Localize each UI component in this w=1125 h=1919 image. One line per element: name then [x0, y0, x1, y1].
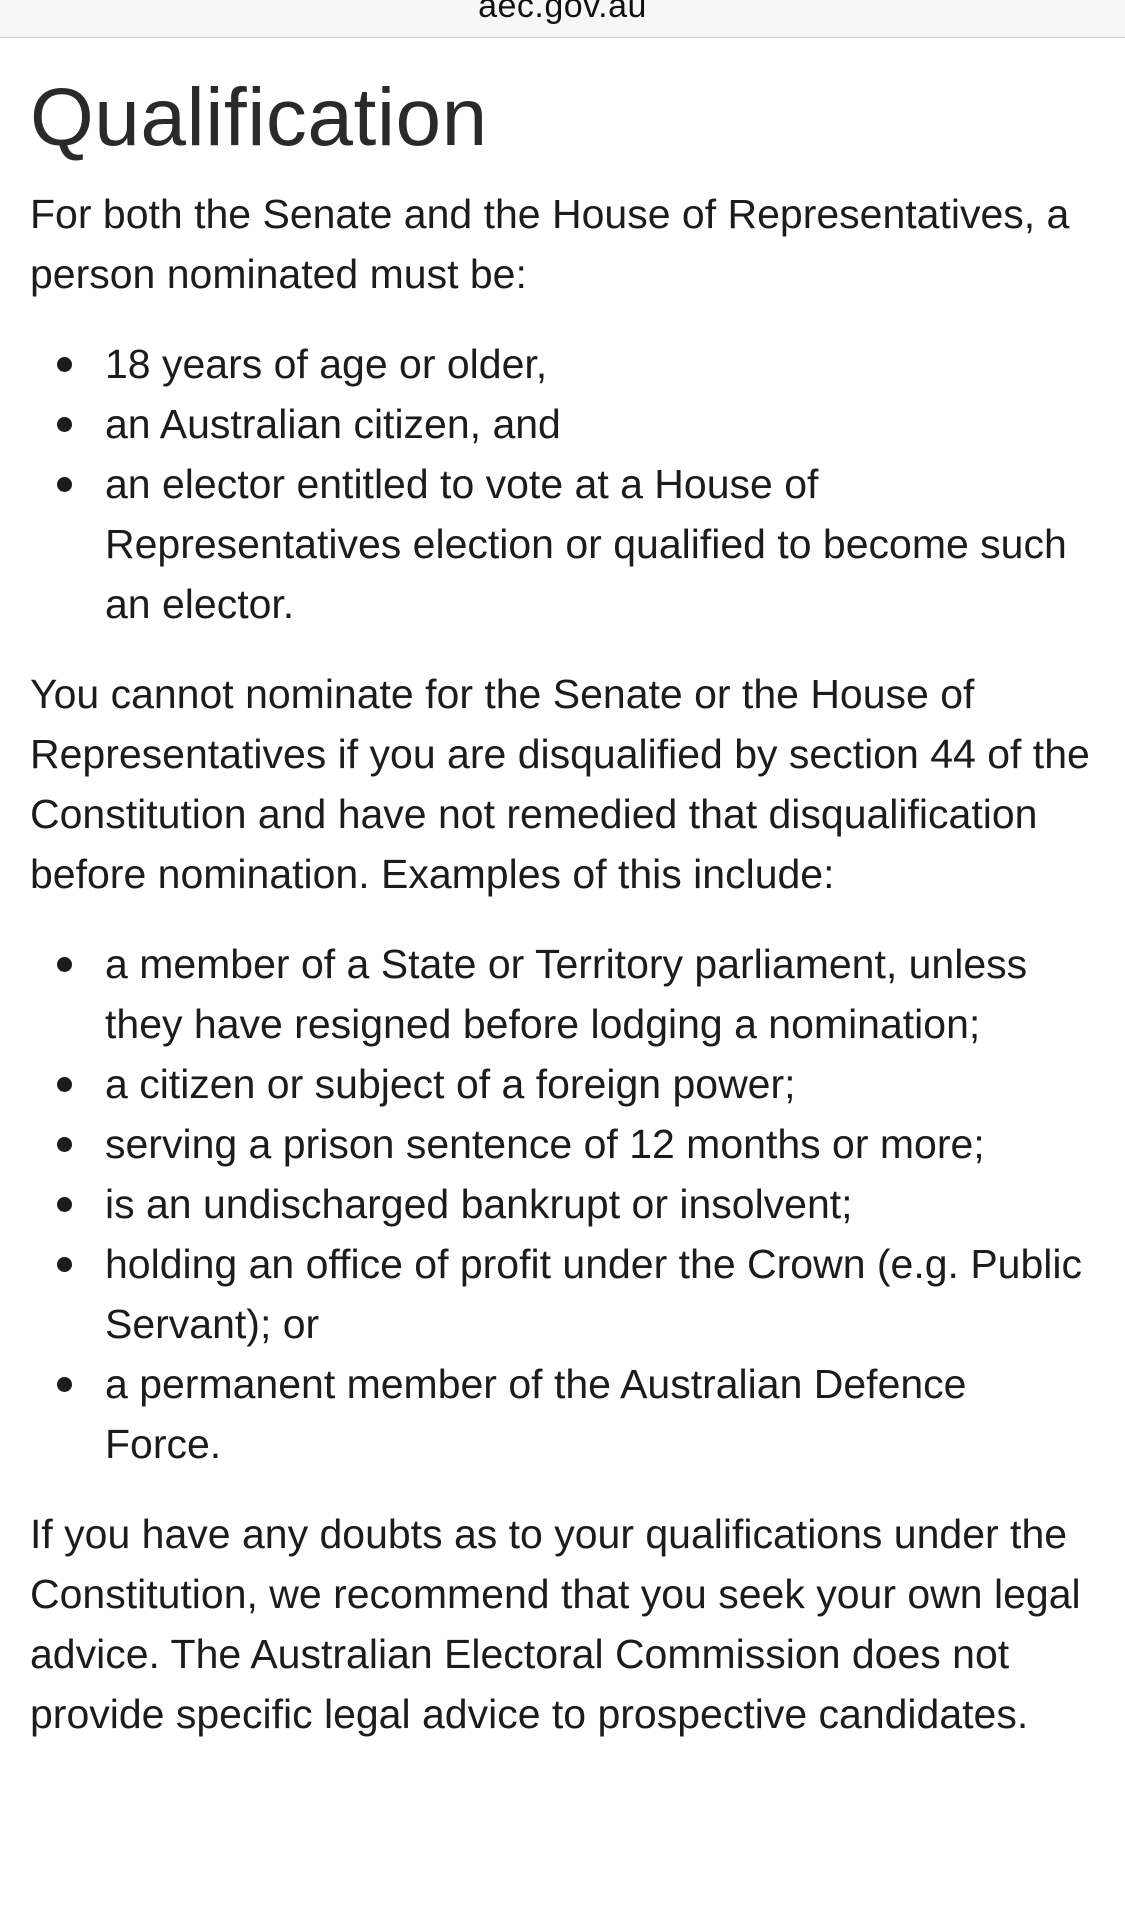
intro-paragraph: For both the Senate and the House of Representatives, a person nominated must be: — [30, 191, 1070, 297]
list-item-text: an Australian citizen, and — [105, 401, 561, 447]
list-item-text: a permanent member of the Australian Defence Force. — [105, 1361, 967, 1467]
list-item-text: serving a prison sentence of 12 months or more; — [105, 1121, 985, 1167]
article-content — [30, 66, 1090, 1744]
list-item — [30, 1354, 1090, 1474]
requirements-list — [30, 334, 1090, 634]
disqualification-paragraph: You cannot nominate for the Senate or the House of Representatives if you are disqualified by section 44 of the Constitution and have not remedied that disqualification before nomination. Examples of this include: — [30, 671, 1090, 897]
url-text[interactable]: aec.gov.au — [478, 0, 647, 25]
bullet-icon — [57, 477, 72, 492]
list-item-text: a member of a State or Territory parliament, unless they have resigned before lodging a nomination; — [105, 941, 1028, 1047]
bullet-icon — [57, 417, 72, 432]
bullet-icon — [57, 1137, 72, 1152]
list-item — [30, 1174, 1090, 1234]
bullet-icon — [57, 957, 72, 972]
page-title: Qualification — [30, 72, 488, 163]
list-item-text: an elector entitled to vote at a House of Representatives election or qualified to become such an elector. — [105, 461, 1067, 627]
advice-paragraph: If you have any doubts as to your qualifications under the Constitution, we recommend that you seek your own legal advice. The Australian Electoral Commission does not provide specific legal advice to prospective candidates. — [30, 1511, 1081, 1737]
disqualifications-list — [30, 934, 1090, 1474]
list-item — [30, 1054, 1090, 1114]
list-item — [30, 394, 1090, 454]
list-item-text: is an undischarged bankrupt or insolvent; — [105, 1181, 853, 1227]
list-item-text: holding an office of profit under the Crown (e.g. Public Servant); or — [105, 1241, 1082, 1347]
address-bar[interactable] — [0, 0, 1125, 38]
list-item — [30, 1234, 1090, 1354]
list-item — [30, 934, 1090, 1054]
bullet-icon — [57, 1257, 72, 1272]
list-item-text: a citizen or subject of a foreign power; — [105, 1061, 796, 1107]
bullet-icon — [57, 1197, 72, 1212]
bullet-icon — [57, 1377, 72, 1392]
list-item — [30, 454, 1090, 634]
list-item — [30, 334, 1090, 394]
list-item-text: 18 years of age or older, — [105, 341, 548, 387]
bullet-icon — [57, 357, 72, 372]
list-item — [30, 1114, 1090, 1174]
bullet-icon — [57, 1077, 72, 1092]
